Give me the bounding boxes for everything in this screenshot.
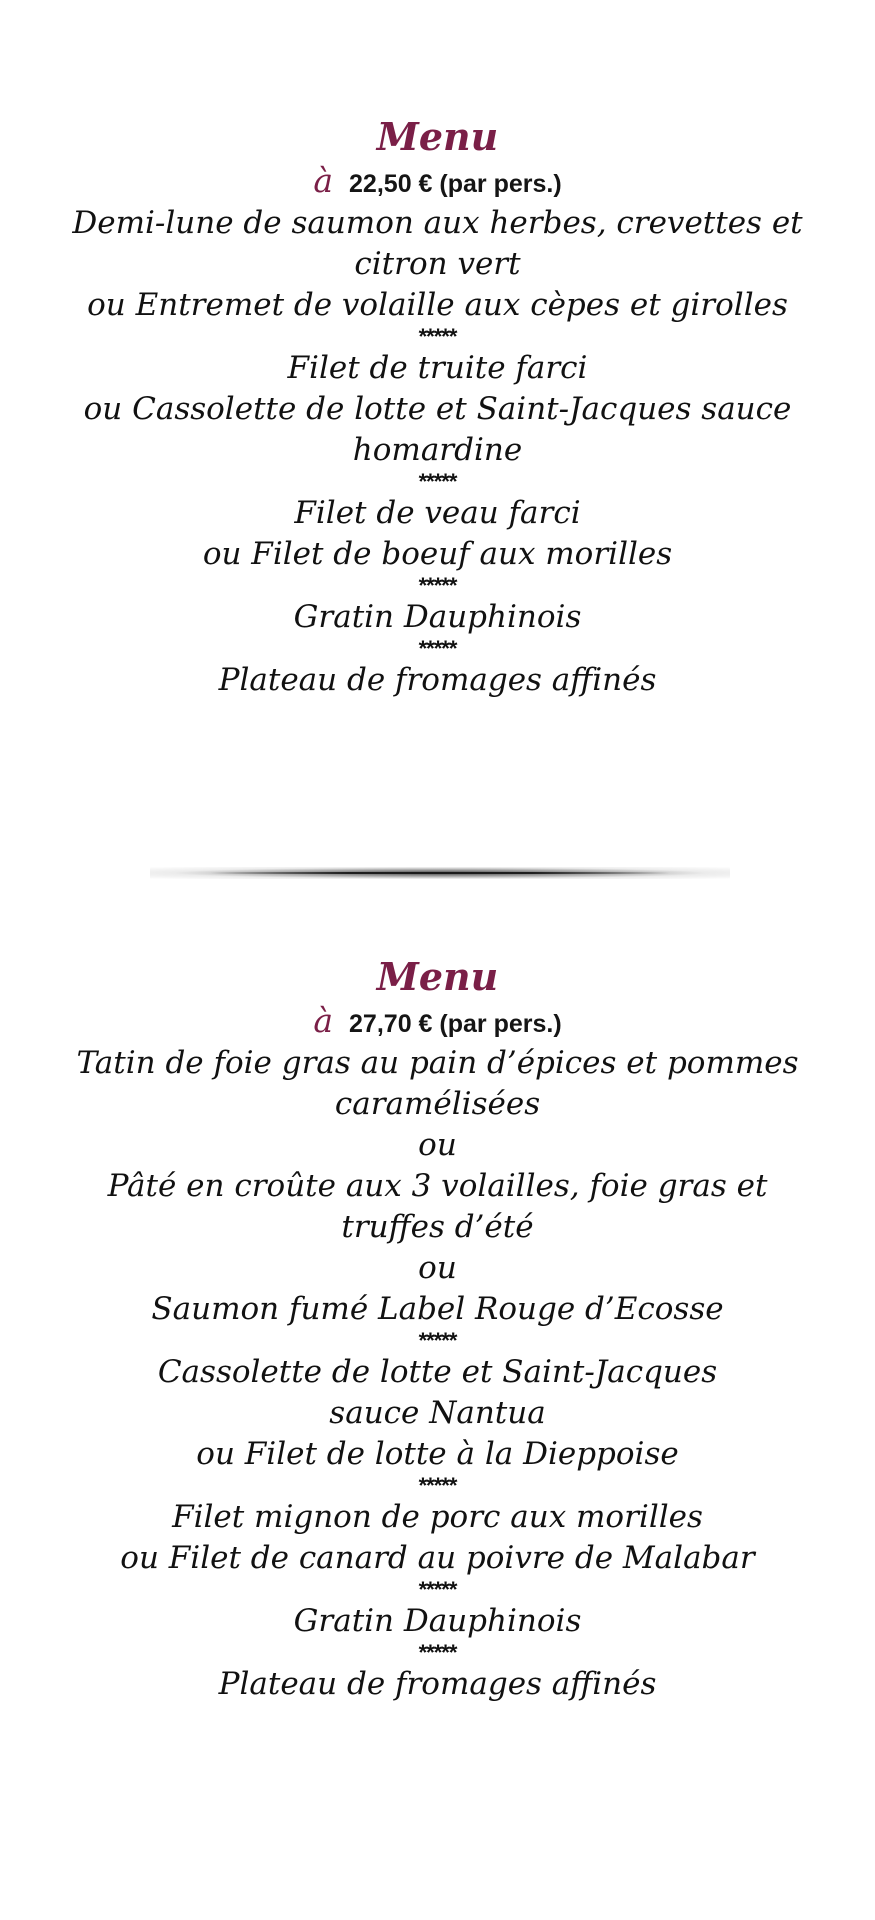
dish-line: ou Cassolette de lotte et Saint-Jacques sauce xyxy=(83,391,792,427)
dish-line: Filet de truite farci xyxy=(287,350,588,386)
menu-courses xyxy=(0,203,875,701)
dish-line: homardine xyxy=(352,432,523,468)
course-separator: ***** xyxy=(418,1473,457,1498)
dish-line: Saumon fumé Label Rouge d’Ecosse xyxy=(151,1291,724,1327)
course-separator: ***** xyxy=(418,1328,457,1353)
dish-line: ou Entremet de volaille aux cèpes et girolles xyxy=(87,287,788,323)
dish-line: sauce Nantua xyxy=(329,1395,546,1431)
section-divider xyxy=(150,867,730,879)
course-separator: ***** xyxy=(418,1640,457,1665)
dish-line: ou Filet de canard au poivre de Malabar xyxy=(120,1540,755,1576)
dish-line: Plateau de fromages affinés xyxy=(218,1666,657,1702)
dish-line: Filet mignon de porc aux morilles xyxy=(172,1499,703,1535)
dish-line: ou Filet de lotte à la Dieppoise xyxy=(196,1436,679,1472)
course-separator: ***** xyxy=(418,1577,457,1602)
dish-line: citron vert xyxy=(354,246,521,282)
dish-line: Cassolette de lotte et Saint-Jacques xyxy=(157,1354,718,1390)
course-separator: ***** xyxy=(418,469,457,494)
dish-line: truffes d’été xyxy=(341,1209,534,1245)
dish-line: ou xyxy=(418,1250,457,1286)
menu-title: Menu xyxy=(376,114,499,159)
dish-line: Gratin Dauphinois xyxy=(293,599,582,635)
dish-line: Plateau de fromages affinés xyxy=(218,662,657,698)
dish-line: ou xyxy=(418,1127,457,1163)
dish-line: Demi-lune de saumon aux herbes, crevettes et xyxy=(72,205,803,241)
dish-line: Pâté en croûte aux 3 volailles, foie gras et xyxy=(107,1168,768,1204)
menu-section-2 xyxy=(0,952,875,1705)
price-prefix: à xyxy=(313,161,334,200)
dish-line: caramélisées xyxy=(334,1086,541,1122)
dish-line: Gratin Dauphinois xyxy=(293,1603,582,1639)
menu-title: Menu xyxy=(376,954,499,999)
menu-price-line xyxy=(0,161,875,201)
dish-line: Filet de veau farci xyxy=(294,495,581,531)
course-separator: ***** xyxy=(418,573,457,598)
menu-price: 27,70 € (par pers.) xyxy=(349,1010,562,1038)
course-separator: ***** xyxy=(418,636,457,661)
menu-section-1 xyxy=(0,112,875,701)
course-separator: ***** xyxy=(418,324,457,349)
menu-price: 22,50 € (par pers.) xyxy=(349,170,562,198)
dish-line: Tatin de foie gras au pain d’épices et pommes xyxy=(76,1045,799,1081)
menu-courses xyxy=(0,1043,875,1705)
dish-line: ou Filet de boeuf aux morilles xyxy=(202,536,673,572)
menu-price-line xyxy=(0,1001,875,1041)
price-prefix: à xyxy=(313,1001,334,1040)
